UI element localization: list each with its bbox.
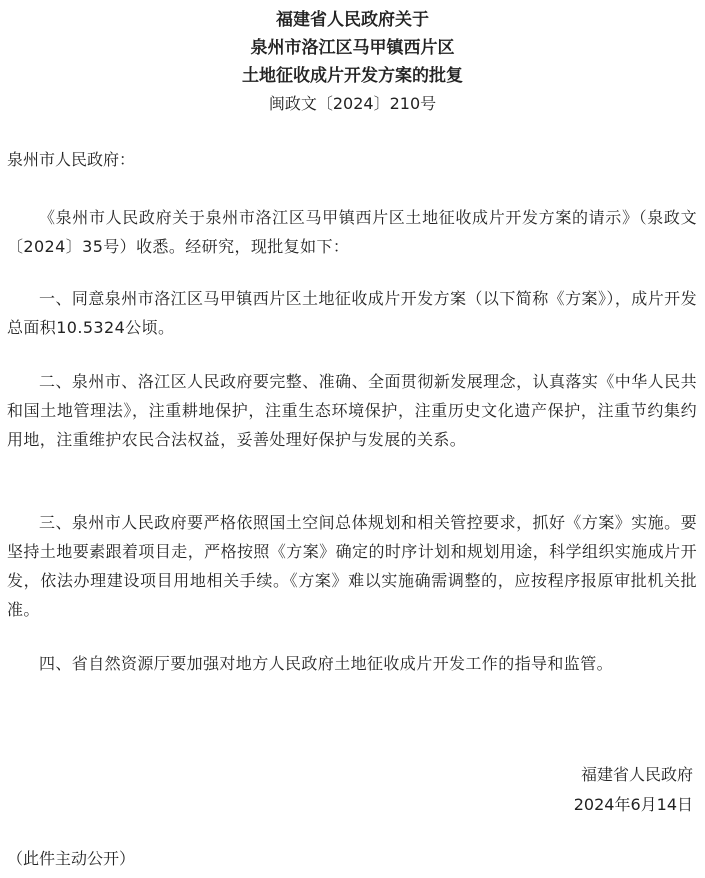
document-title-line-1: 福建省人民政府关于 [276, 10, 429, 30]
paragraph-intro: 《泉州市人民政府关于泉州市洛江区马甲镇西片区土地征收成片开发方案的请示》（泉政文〔2024〕35号）收悉。经研究，现批复如下： [7, 208, 697, 256]
document-header [0, 6, 705, 118]
issuer-name: 福建省人民政府 [580, 765, 693, 784]
document-title-line-3: 土地征收成片开发方案的批复 [242, 66, 463, 86]
paragraph-item-2: 二、泉州市、洛江区人民政府要完整、准确、全面贯彻新发展理念，认真落实《中华人民共和国土地管理法》，注重耕地保护，注重生态环境保护，注重历史文化遗产保护，注重节约集约用地，注重维护农民合法权益，妥善处理好保护与发展的关系。 [7, 372, 697, 449]
addressee: 泉州市人民政府： [7, 150, 136, 169]
paragraph-item-4: 四、省自然资源厅要加强对地方人民政府土地征收成片开发工作的指导和监管。 [39, 654, 614, 673]
document-number: 闽政文〔2024〕210号 [268, 94, 437, 113]
paragraph-item-3: 三、泉州市人民政府要严格依照国土空间总体规划和相关管控要求，抓好《方案》实施。要坚持土地要素跟着项目走，严格按照《方案》确定的时序计划和规划用途，科学组织实施成片开发，依法办理建设项目用地相关手续。《方案》难以实施确需调整的，应按程序报原审批机关批准。 [7, 513, 697, 619]
document-title-line-2: 泉州市洛江区马甲镇西片区 [250, 38, 455, 58]
issue-date: 2024年6月14日 [573, 795, 693, 814]
public-disclosure-note: （此件主动公开） [7, 849, 136, 868]
paragraph-item-1: 一、同意泉州市洛江区马甲镇西片区土地征收成片开发方案（以下简称《方案》），成片开发总面积10.5324公顷。 [7, 289, 697, 337]
signature-block [574, 760, 693, 820]
